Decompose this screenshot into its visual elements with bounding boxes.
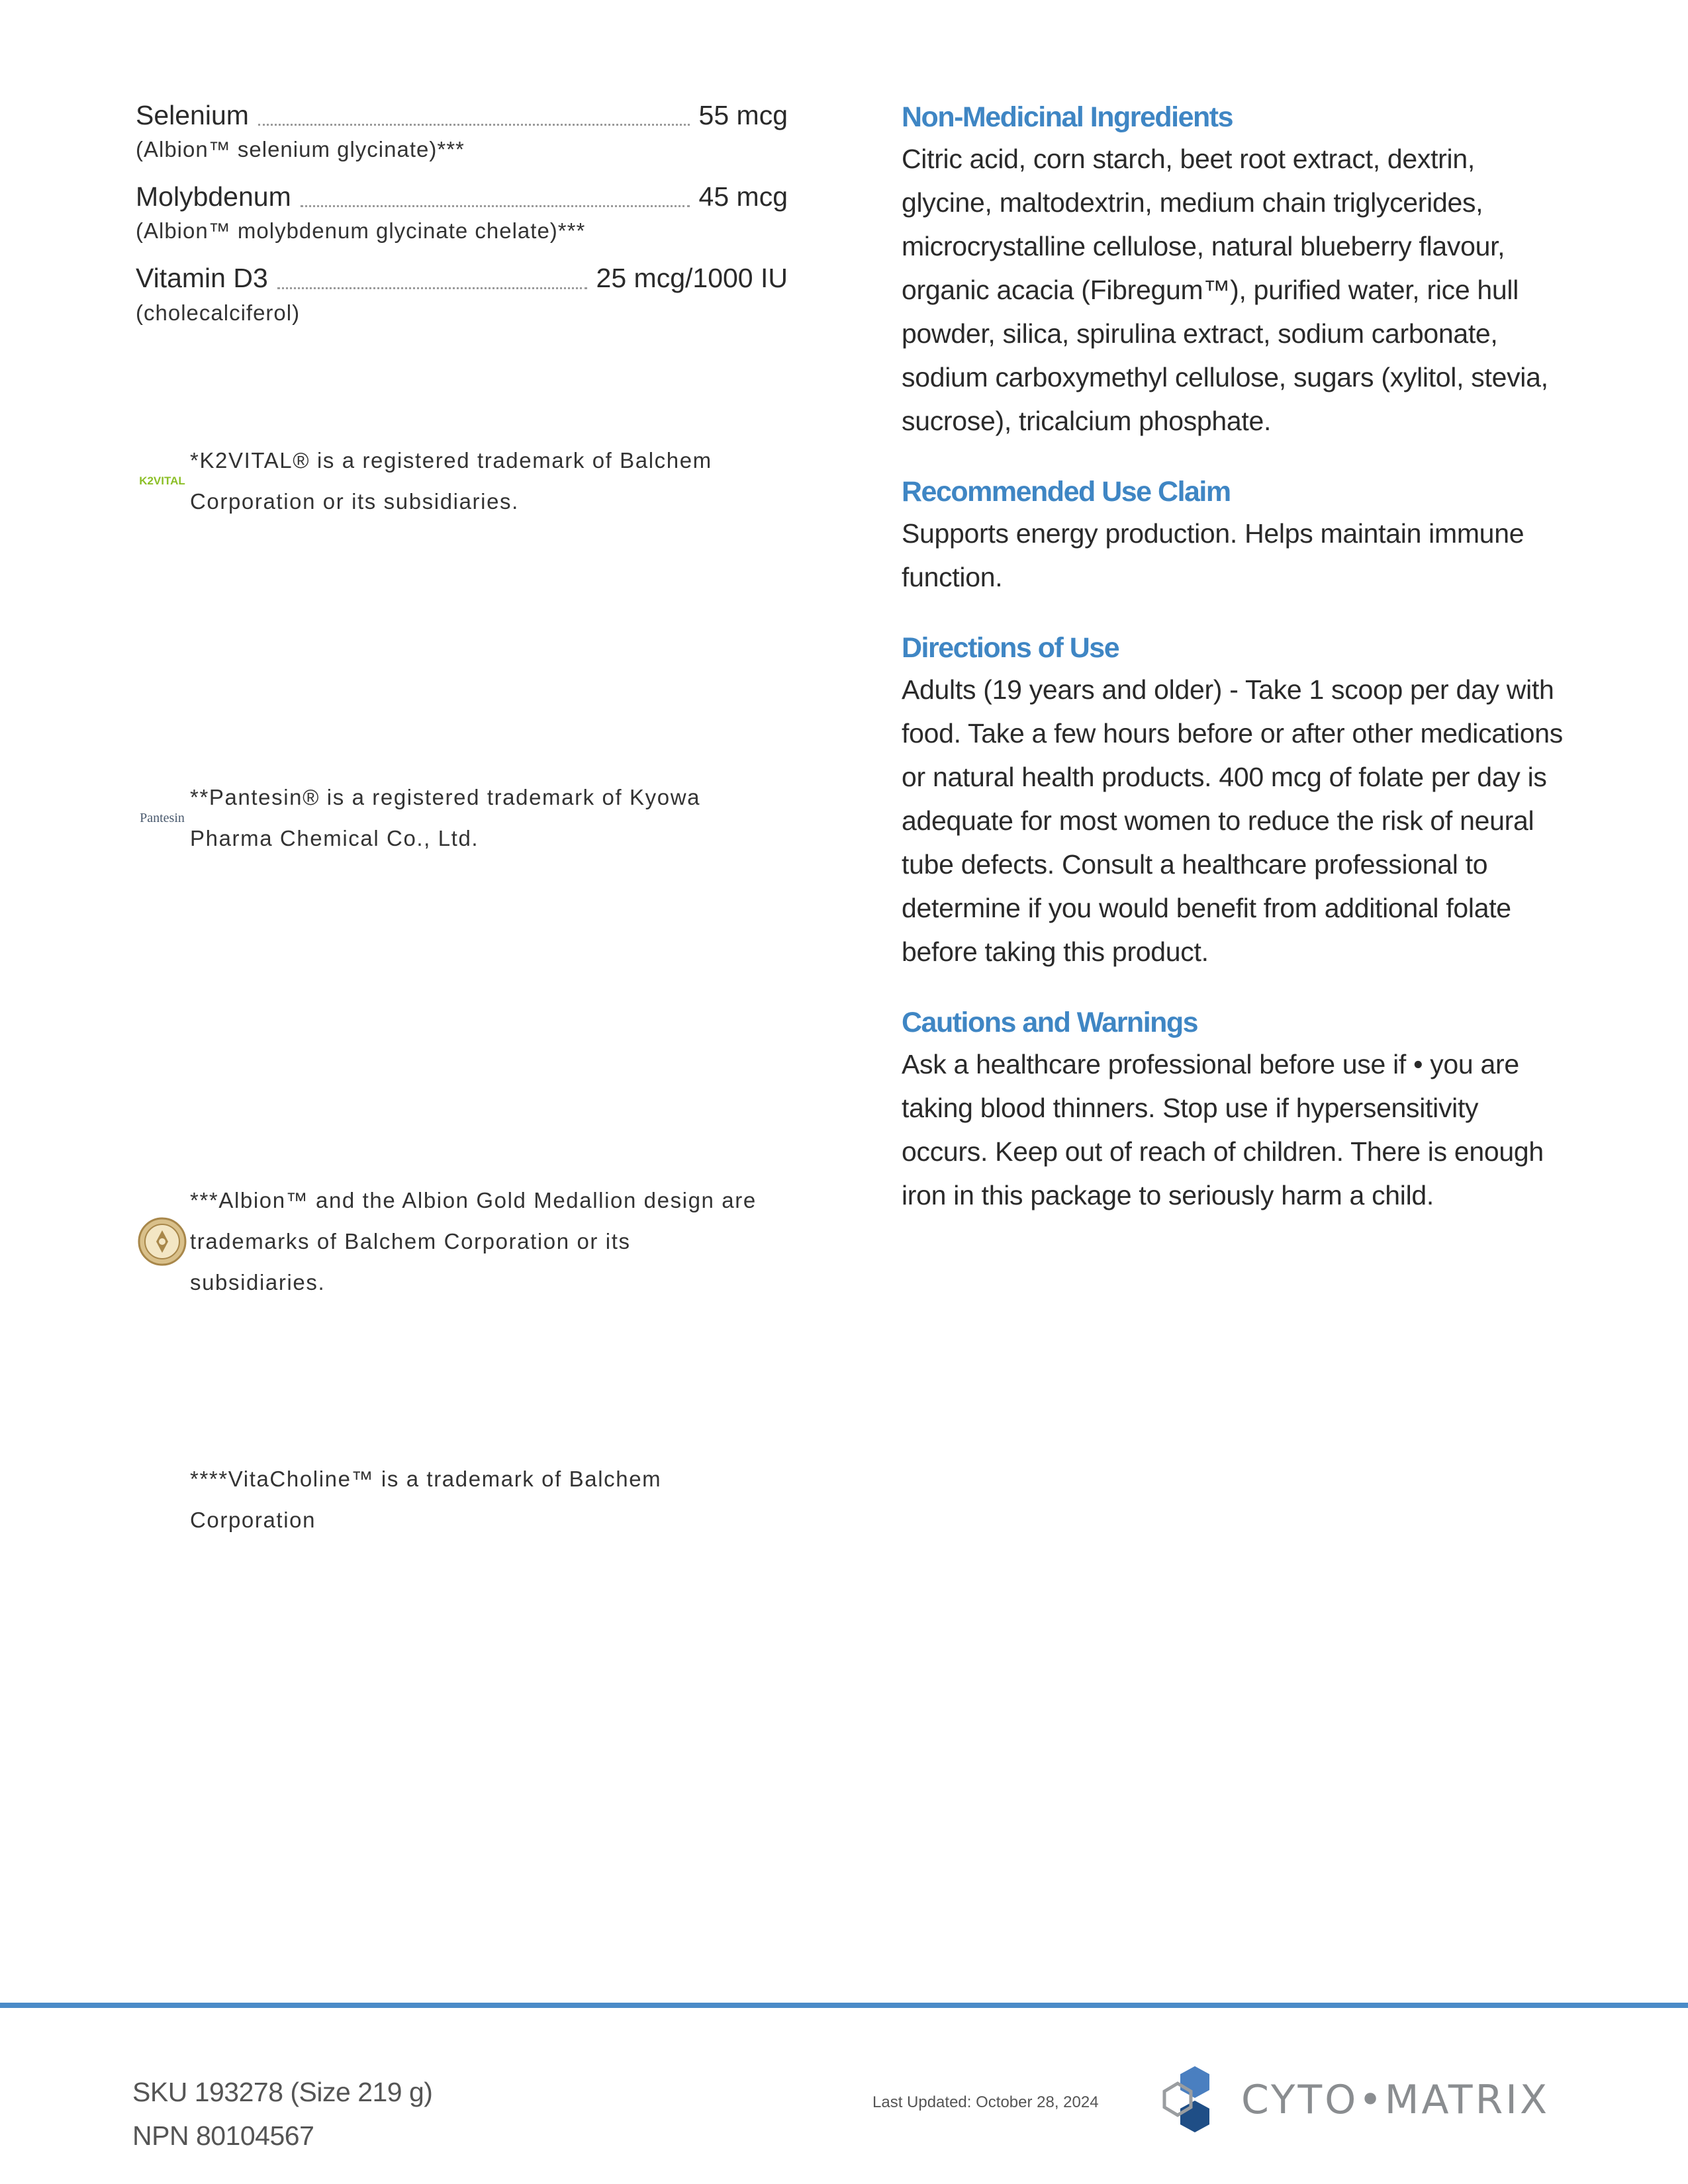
section-body: Adults (19 years and older) - Take 1 scoop per day with food. Take a few hours before or after other medications or natural health products. 400 mcg of folate per day is adequate for most women to reduce the risk of neural tube defects. Consult a healthcare professional to determine if you would benefit from additional folate before taking this product. bbox=[902, 674, 1563, 967]
albion-medallion-svg bbox=[138, 1217, 187, 1266]
product-info-sections bbox=[902, 97, 1564, 1246]
last-updated: Last Updated: October 28, 2024 bbox=[872, 2093, 1099, 2111]
ingredient-row bbox=[136, 181, 788, 213]
trademark-text: *K2VITAL® is a registered trademark of Balchem Corporation or its subsidiaries. bbox=[190, 448, 712, 514]
cyto-matrix-hexagon-logo bbox=[1162, 2065, 1228, 2135]
brand-logo bbox=[1162, 2065, 1550, 2135]
section-body: Ask a healthcare professional before use if • you are taking blood thinners. Stop use if hypersensitivity occurs. Keep out of reach of children. There is enough iron in this package to seriously harm a child. bbox=[902, 1049, 1544, 1210]
brand-name: CYTO•MATRIX bbox=[1241, 2077, 1550, 2123]
ingredient-source: (Albion™ molybdenum glycinate chelate)*** bbox=[136, 218, 586, 244]
ingredient-item bbox=[136, 262, 788, 325]
trademark-text: ****VitaCholine™ is a trademark of Balchem Corporation bbox=[190, 1467, 662, 1532]
section-recommended-use bbox=[902, 472, 1564, 599]
ingredient-name: Molybdenum bbox=[136, 181, 291, 212]
dot-leader bbox=[277, 287, 587, 289]
ingredient-source: (cholecalciferol) bbox=[136, 300, 301, 325]
pantesin-logo: Pantesin bbox=[140, 810, 185, 825]
ingredient-row bbox=[136, 99, 788, 132]
section-cautions-warnings bbox=[902, 1003, 1564, 1217]
trademark-note-k2vital bbox=[136, 440, 798, 522]
ingredient-name: Selenium bbox=[136, 100, 249, 130]
section-body: Supports energy production. Helps maintain immune function. bbox=[902, 518, 1524, 592]
section-non-medicinal-ingredients bbox=[902, 97, 1564, 443]
ingredient-amount: 45 mcg bbox=[698, 181, 788, 212]
section-title: Directions of Use bbox=[902, 632, 1119, 664]
albion-medallion-icon bbox=[136, 1217, 189, 1266]
ingredient-row bbox=[136, 262, 788, 295]
footer-divider bbox=[0, 2003, 1688, 2008]
npn-text: NPN 80104567 bbox=[132, 2120, 314, 2151]
section-title: Non-Medicinal Ingredients bbox=[902, 101, 1233, 133]
trademark-note-pantesin bbox=[136, 777, 798, 859]
sku-text: SKU 193278 (Size 219 g) bbox=[132, 2077, 433, 2107]
section-directions-of-use bbox=[902, 628, 1564, 974]
section-title: Recommended Use Claim bbox=[902, 476, 1231, 508]
ingredient-source: (Albion™ selenium glycinate)*** bbox=[136, 137, 465, 162]
section-title: Cautions and Warnings bbox=[902, 1007, 1198, 1038]
ingredient-name: Vitamin D3 bbox=[136, 263, 268, 294]
k2vital-logo: K2VITAL bbox=[139, 475, 185, 487]
ingredient-item bbox=[136, 99, 788, 162]
dot-leader bbox=[301, 205, 690, 207]
ingredient-item bbox=[136, 181, 788, 244]
trademark-note-vitacholine bbox=[136, 1459, 798, 1541]
product-codes bbox=[132, 2070, 432, 2158]
trademark-note-albion bbox=[136, 1180, 798, 1303]
dot-leader bbox=[258, 124, 690, 126]
section-body: Citric acid, corn starch, beet root extract, dextrin, glycine, maltodextrin, medium chain triglycerides, microcrystalline cellulose, natural blueberry flavour, organic acacia (Fibregum™), purified water, rice hull powder, silica, spirulina extract, sodium carbonate, sodium carboxymethyl cellulose, sugars (xylitol, stevia, sucrose), tricalcium phosphate. bbox=[902, 144, 1548, 436]
ingredient-amount: 55 mcg bbox=[698, 100, 788, 130]
trademark-text: ***Albion™ and the Albion Gold Medallion design are trademarks of Balchem Corporation or its subsidiaries. bbox=[190, 1188, 757, 1295]
ingredient-list bbox=[136, 99, 788, 344]
trademark-text: **Pantesin® is a registered trademark of Kyowa Pharma Chemical Co., Ltd. bbox=[190, 785, 701, 850]
ingredient-amount: 25 mcg/1000 IU bbox=[596, 263, 788, 294]
